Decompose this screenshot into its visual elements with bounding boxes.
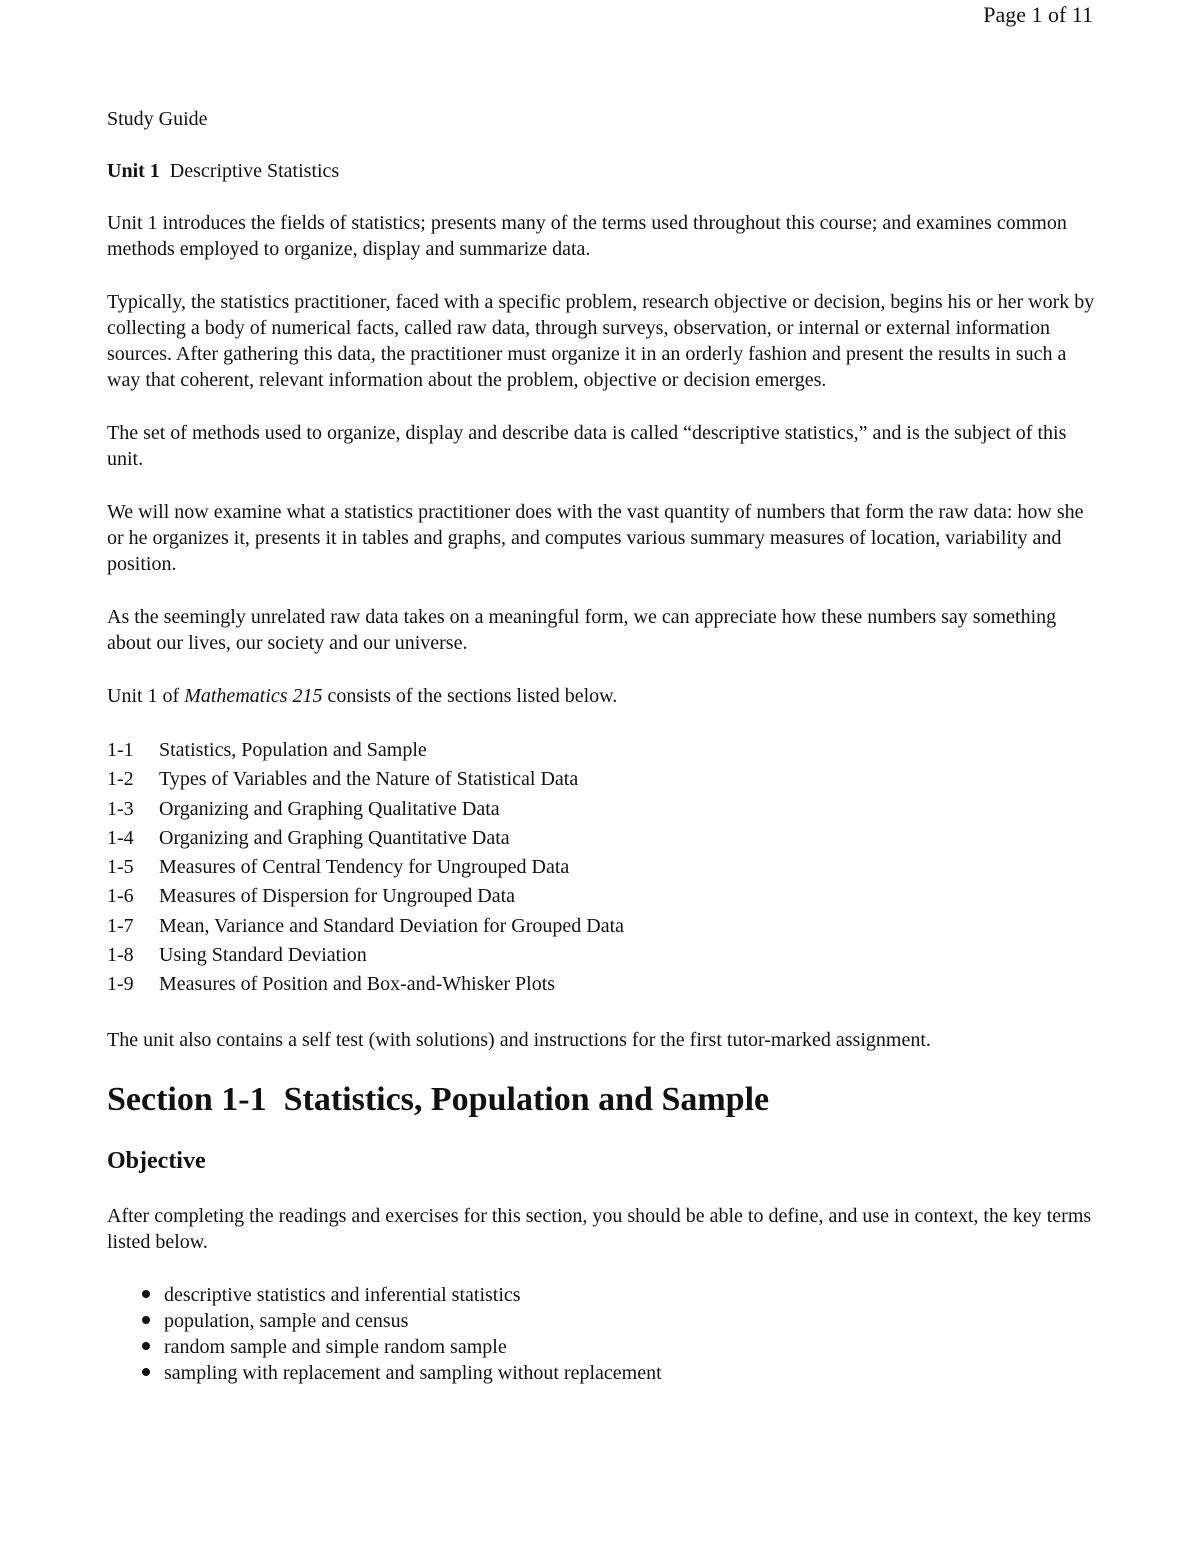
- section-list-item: [107, 765, 1097, 794]
- sections-intro-before: Unit 1 of: [107, 685, 185, 707]
- section-list-item: [107, 795, 1097, 824]
- section-title: Organizing and Graphing Qualitative Data: [159, 797, 500, 820]
- section-title: Measures of Position and Box-and-Whisker Plots: [159, 973, 556, 996]
- section-heading: Section 1-1 Statistics, Population and Sample: [107, 1080, 770, 1118]
- key-term-text: population, sample and census: [164, 1309, 409, 1332]
- section-title: Statistics, Population and Sample: [159, 739, 427, 761]
- unit-heading: [107, 158, 1097, 184]
- objective-heading: Objective: [107, 1147, 206, 1174]
- section-list-item: [107, 882, 1097, 911]
- section-title: Measures of Central Tendency for Ungrouped Data: [159, 856, 570, 879]
- key-term-item: [142, 1308, 1097, 1334]
- objective-paragraph: After completing the readings and exercises for this section, you should be able to define, and use in context, the key terms listed below.: [107, 1204, 1092, 1253]
- course-name: Mathematics 215: [184, 685, 323, 707]
- section-number: 1-7: [107, 914, 134, 937]
- bullet-icon: [142, 1290, 150, 1298]
- page-number: Page 1 of 11: [983, 2, 1093, 27]
- unit-title: Descriptive Statistics: [169, 160, 340, 182]
- section-list-item: [107, 853, 1097, 882]
- bullet-icon: [142, 1368, 150, 1376]
- section-number: 1-9: [107, 973, 134, 996]
- examine-paragraph: We will now examine what a statistics practitioner does with the vast quantity of numbers that form the raw data: how she or he organizes it, presents it in tables and graphs, and computes various summary measures of location, variability and position.: [107, 501, 1084, 575]
- bullet-icon: [142, 1342, 150, 1350]
- sections-intro-after: consists of the sections listed below.: [322, 685, 618, 707]
- sections-list: [107, 736, 1097, 1000]
- section-title: Organizing and Graphing Quantitative Data: [159, 826, 510, 849]
- section-number: 1-3: [107, 797, 134, 820]
- bullet-icon: [142, 1316, 150, 1324]
- section-title: Types of Variables and the Nature of Statistical Data: [159, 768, 579, 791]
- section-number: 1-1: [107, 739, 134, 761]
- section-number: 1-4: [107, 826, 134, 849]
- document-body: [107, 106, 1097, 1386]
- section-number: 1-8: [107, 944, 134, 967]
- key-term-item: [142, 1282, 1097, 1308]
- section-number: 1-5: [107, 856, 134, 879]
- intro-paragraph: Unit 1 introduces the fields of statistics; presents many of the terms used throughout this course; and examines common methods employed to organize, display and summarize data.: [107, 212, 1067, 260]
- descriptive-statistics-paragraph: The set of methods used to organize, display and describe data is called “descriptive statistics,” and is the subject of this unit.: [107, 422, 1067, 470]
- section-list-item: [107, 970, 1097, 999]
- key-term-text: sampling with replacement and sampling without replacement: [164, 1361, 662, 1384]
- section-number: 1-6: [107, 885, 134, 908]
- section-list-item: [107, 736, 1097, 765]
- key-term-text: descriptive statistics and inferential statistics: [164, 1283, 521, 1306]
- section-title: Using Standard Deviation: [159, 944, 367, 967]
- key-term-text: random sample and simple random sample: [164, 1335, 507, 1358]
- unit-label: Unit 1: [107, 160, 160, 182]
- section-title: Measures of Dispersion for Ungrouped Data: [159, 885, 516, 908]
- practitioner-paragraph: Typically, the statistics practitioner, faced with a specific problem, research objective or decision, begins his or her work by collecting a body of numerical facts, called raw data, through surveys, observation, or internal or external information sources. After gathering this data, the practitioner must organize it in an orderly fashion and present the results in such a way that coherent, relevant information about the problem, objective or decision emerges.: [107, 291, 1095, 391]
- closing-paragraph: The unit also contains a self test (with solutions) and instructions for the first tutor-marked assignment.: [107, 1028, 931, 1051]
- section-list-item: [107, 912, 1097, 941]
- meaningful-form-paragraph: As the seemingly unrelated raw data takes on a meaningful form, we can appreciate how these numbers say something about our lives, our society and our universe.: [107, 606, 1057, 654]
- key-term-item: [142, 1334, 1097, 1360]
- key-terms-list: [107, 1282, 1097, 1386]
- document-title: Study Guide: [107, 108, 208, 130]
- key-term-item: [142, 1360, 1097, 1386]
- section-list-item: [107, 824, 1097, 853]
- section-list-item: [107, 941, 1097, 970]
- section-title: Mean, Variance and Standard Deviation for Grouped Data: [159, 914, 625, 937]
- section-number: 1-2: [107, 768, 134, 791]
- sections-intro: [107, 683, 1097, 709]
